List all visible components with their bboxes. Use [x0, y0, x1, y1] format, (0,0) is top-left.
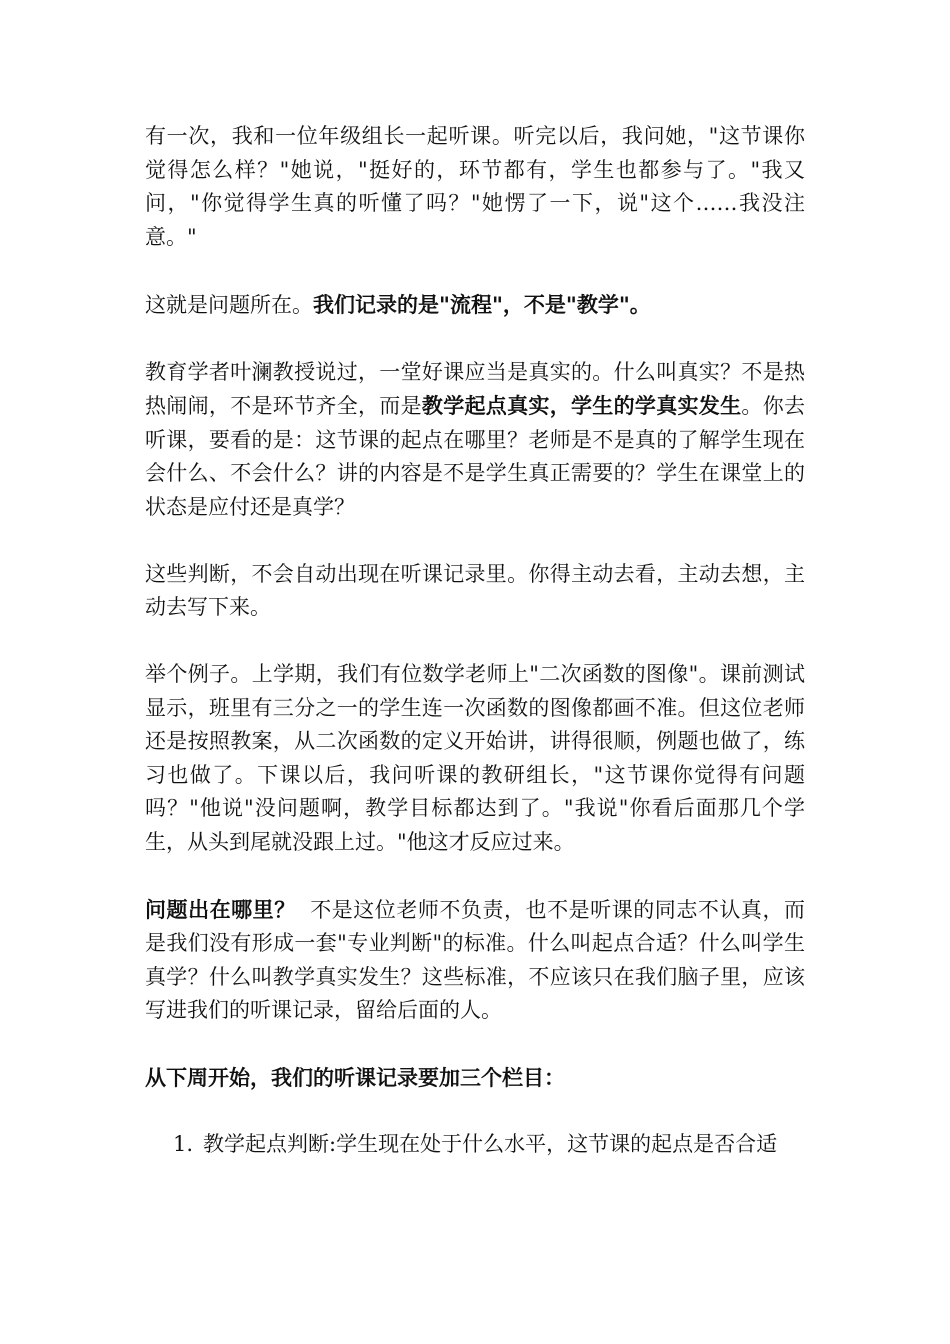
real-lesson-text-start: 教育学者叶澜教授说过，一堂好课应当是真实的。什么叫真实？不是热热闹闹，不是环节齐全，而是 — [145, 359, 805, 418]
paragraph-anecdote: 有一次，我和一位年级组长一起听课。听完以后，我问她，"这节课你觉得怎么样？"她说，"挺好的，环节都有，学生也都参与了。"我又问，"你觉得学生真的听懂了吗？"她愣了一下，说"这个……我没注意。" — [145, 124, 805, 249]
problem-emphasis: 我们记录的是"流程"，不是"教学"。 — [313, 291, 651, 317]
paragraph-real-lesson — [145, 356, 805, 525]
new-columns-list — [145, 1128, 805, 1162]
document-body — [145, 120, 805, 1162]
list-item — [145, 1128, 805, 1162]
paragraph-problem — [145, 288, 805, 323]
real-lesson-text-end: 。你去听课，要看的是：这节课的起点在哪里？老师是不是真的了解学生现在会什么、不会什么？讲的内容是不是学生真正需要的？学生在课堂上的状态是应付还是真学？ — [145, 394, 806, 519]
problem-text: 这就是问题所在。 — [145, 292, 313, 317]
real-lesson-emphasis: 教学起点真实，学生的学真实发生 — [421, 393, 742, 418]
paragraph-example: 举个例子。上学期，我们有位数学老师上"二次函数的图像"。课前测试显示，班里有三分之一的学生连一次函数的图像都画不准。但这位老师还是按照教案，从二次函数的定义开始讲，讲得很顺，例题也做了，练习也做了。下课以后，我问听课的教研组长，"这节课你觉得有问题吗？"他说"没问题啊，教学目标都达到了。"我说"你看后面那几个学生，从头到尾就没跟上过。"他这才反应过来。 — [145, 662, 805, 854]
paragraph-judgement: 这些判断，不会自动出现在听课记录里。你得主动去看，主动去想，主动去写下来。 — [145, 561, 805, 619]
section-heading: 从下周开始，我们的听课记录要加三个栏目： — [145, 1065, 565, 1090]
cause-question: 问题出在哪里？ — [145, 896, 296, 922]
cause-text: 不是这位老师不负责，也不是听课的同志不认真，而是我们没有形成一套"专业判断"的标准。什么叫起点合适？什么叫学生真学？什么叫教学真实发生？这些标准，不应该只在我们脑子里，应该写进我们的听课记录，留给后面的人。 — [145, 897, 805, 1022]
paragraph-cause — [145, 893, 805, 1028]
list-item-number: 1. — [173, 1132, 194, 1156]
list-item-text: 教学起点判断:学生现在处于什么水平，这节课的起点是否合适 — [203, 1132, 778, 1156]
